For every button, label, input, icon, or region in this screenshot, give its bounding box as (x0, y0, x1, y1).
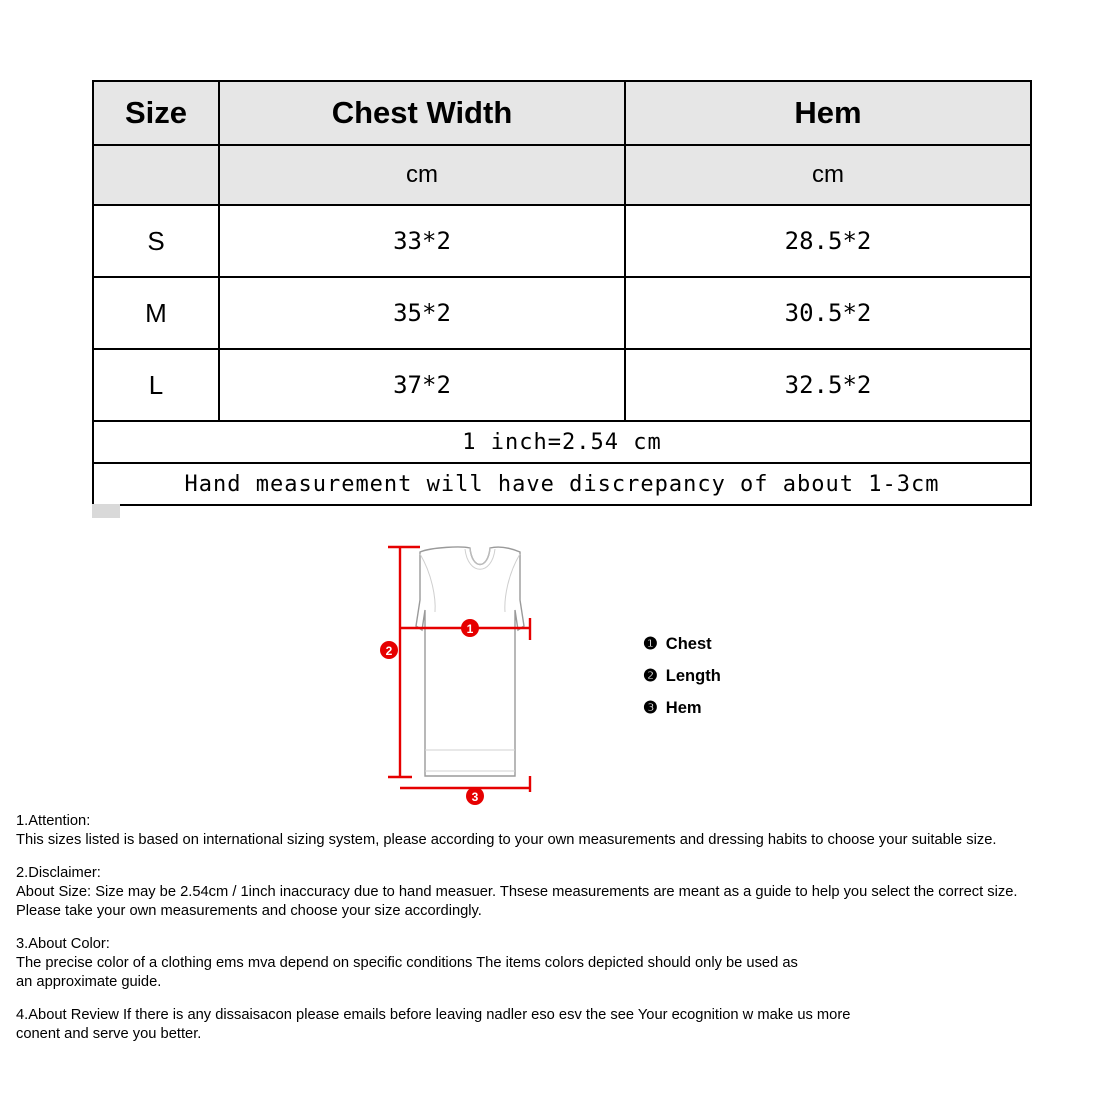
note-attention-title: 1.Attention: (16, 813, 91, 829)
notes-section (16, 812, 1086, 1058)
table-row (93, 277, 1031, 349)
unit-chest: cm (219, 145, 625, 205)
legend-marker-1-icon: ❶ (643, 635, 658, 653)
table-row (93, 205, 1031, 277)
marker-2-label: 2 (385, 644, 393, 658)
note-attention (16, 812, 1086, 850)
header-hem: Hem (625, 81, 1031, 145)
legend-item-hem (643, 692, 721, 724)
measurement-legend (643, 628, 721, 724)
cell-hem: 32.5*2 (625, 349, 1031, 421)
table-header-row (93, 81, 1031, 145)
legend-item-length (643, 660, 721, 692)
table-footnote-row (93, 463, 1031, 505)
table-corner-marker (92, 504, 120, 518)
cell-chest: 37*2 (219, 349, 625, 421)
legend-label-chest: Chest (665, 635, 712, 653)
table-footnote-row (93, 421, 1031, 463)
note-disclaimer-line-1: About Size: Size may be 2.54cm / 1inch inaccuracy due to hand measuer. Thsese measurements are meant as a guide to help you select the correct size. (16, 884, 1018, 900)
marker-3-label: 3 (471, 790, 479, 804)
legend-item-chest (643, 628, 721, 660)
legend-label-length: Length (665, 667, 721, 685)
legend-marker-3-icon: ❸ (643, 699, 658, 717)
footnote-measurement-discrepancy: Hand measurement will have discrepancy of about 1-3cm (93, 463, 1031, 505)
cell-chest: 33*2 (219, 205, 625, 277)
note-about-review (16, 1006, 1086, 1044)
note-disclaimer-line-2: Please take your own measurements and choose your size accordingly. (16, 903, 482, 919)
cell-hem: 30.5*2 (625, 277, 1031, 349)
unit-size (93, 145, 219, 205)
cell-hem: 28.5*2 (625, 205, 1031, 277)
tank-top-illustration (380, 540, 580, 810)
garment-outline (416, 547, 524, 776)
header-size: Size (93, 81, 219, 145)
cell-size: L (93, 349, 219, 421)
note-about-review-line-2: conent and serve you better. (16, 1026, 202, 1042)
cell-chest: 35*2 (219, 277, 625, 349)
note-about-color-line-1: The precise color of a clothing ems mva depend on specific conditions The items colors depicted should only be used as (16, 955, 798, 971)
note-about-color-title: 3.About Color: (16, 936, 110, 952)
marker-1-label: 1 (466, 622, 474, 636)
note-disclaimer (16, 864, 1086, 921)
note-about-color-line-2: an approximate guide. (16, 974, 162, 990)
note-about-color (16, 935, 1086, 992)
footnote-inch-conversion: 1 inch=2.54 cm (93, 421, 1031, 463)
table-row (93, 349, 1031, 421)
cell-size: M (93, 277, 219, 349)
unit-hem: cm (625, 145, 1031, 205)
legend-label-hem: Hem (665, 699, 702, 717)
garment-diagram (380, 540, 580, 810)
header-chest-width: Chest Width (219, 81, 625, 145)
note-about-review-line-1: 4.About Review If there is any dissaisacon please emails before leaving nadler eso esv the see Your ecognition w make us more (16, 1007, 851, 1023)
cell-size: S (93, 205, 219, 277)
size-chart (92, 80, 1030, 506)
note-attention-line-1: This sizes listed is based on international sizing system, please according to your own measurements and dressing habits to choose your suitable size. (16, 832, 997, 848)
legend-marker-2-icon: ❷ (643, 667, 658, 685)
note-disclaimer-title: 2.Disclaimer: (16, 865, 101, 881)
size-table (92, 80, 1032, 506)
table-unit-row (93, 145, 1031, 205)
